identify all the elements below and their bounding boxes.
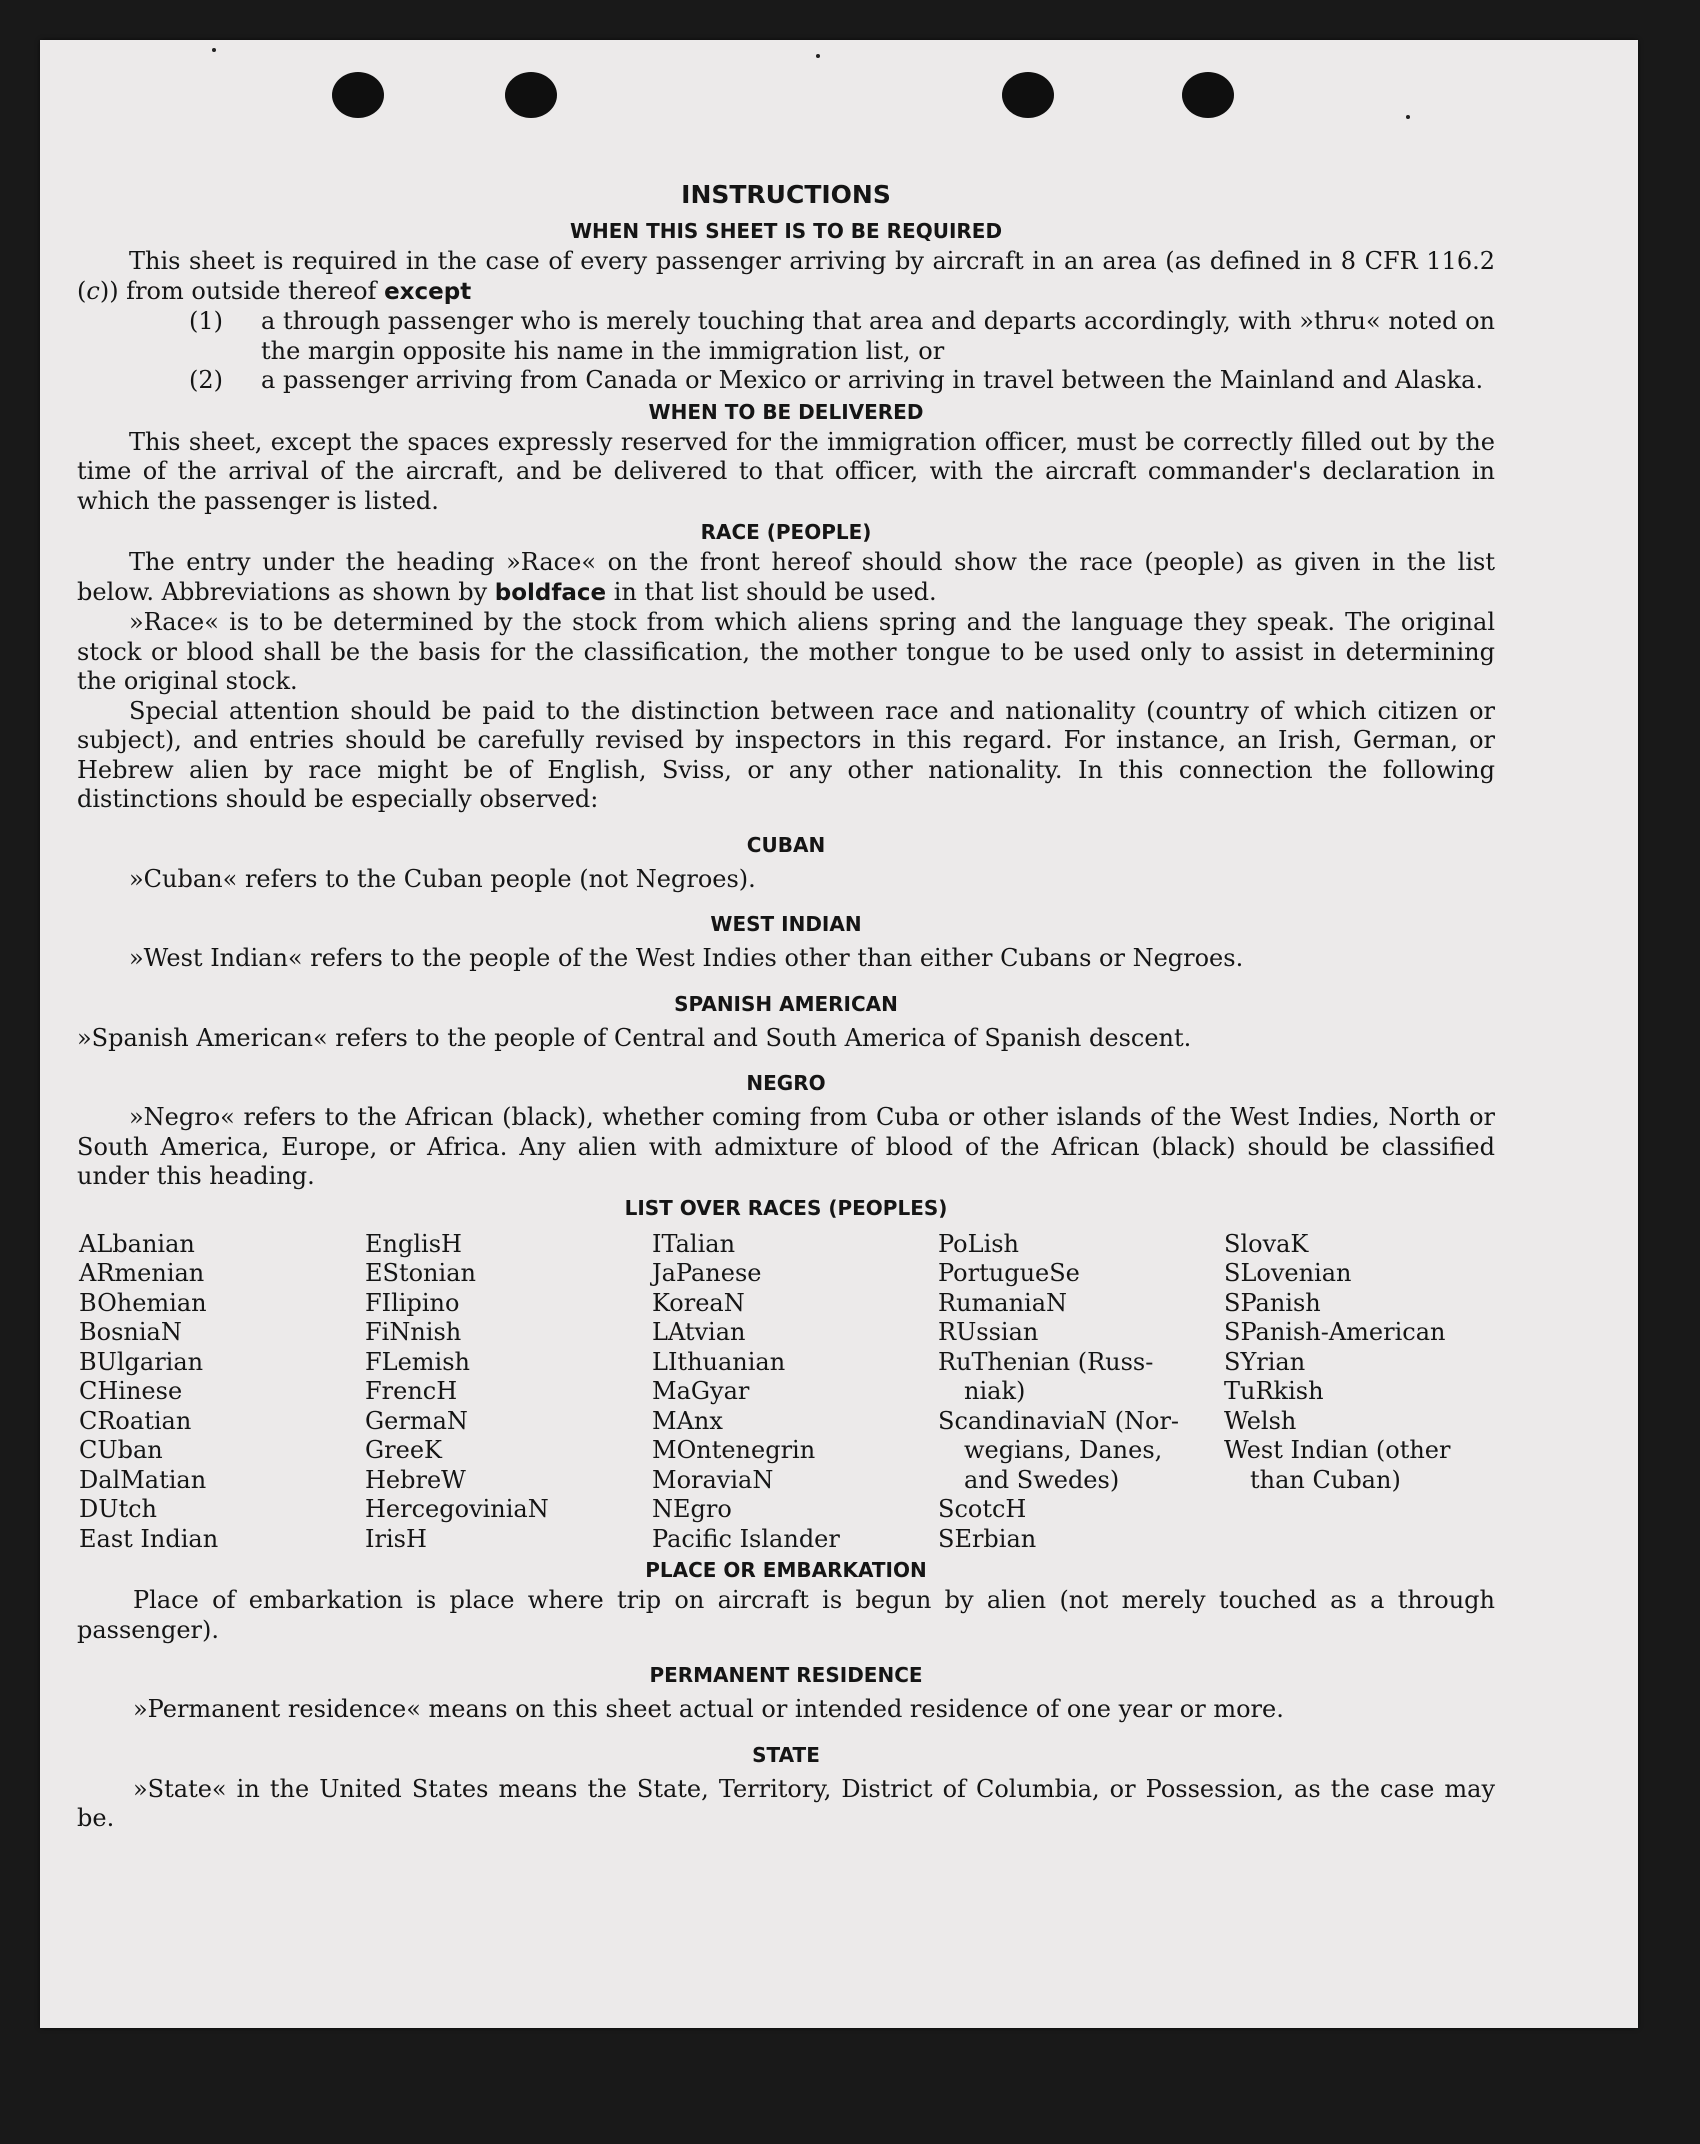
embarkation-text: Place of embarkation is place where trip on aircraft is begun by alien (not merely touched as a through passenger). — [77, 1586, 1495, 1644]
race-entry: HebreW — [365, 1465, 466, 1494]
race-entry: GreeK — [365, 1436, 442, 1464]
race-entry: SYrian — [1224, 1347, 1306, 1376]
heading-embarkation: PLACE OR EMBARKATION — [645, 1558, 927, 1582]
heading-west-indian: WEST INDIAN — [710, 912, 862, 936]
heading-cuban: CUBAN — [746, 832, 826, 857]
race-entry: SPanish — [1224, 1288, 1321, 1317]
races-column-5 — [1224, 1230, 1497, 1555]
race-entry: ScotcH — [938, 1495, 1027, 1523]
race-entry: IrisH — [365, 1524, 427, 1553]
race-entry: DalMatian — [79, 1465, 207, 1494]
heading-delivered: WHEN TO BE DELIVERED — [648, 399, 924, 424]
race-entry: Pacific Islander — [652, 1524, 840, 1553]
races-table — [79, 1230, 1495, 1555]
race-entry: SlovaK — [1224, 1229, 1309, 1258]
race-entry: FrencH — [365, 1377, 458, 1405]
race-paragraph-2: »Race« is to be determined by the stock from which aliens spring and the language they speak. The original stock or blood shall be the basis for the classification, the mother tongue to be used only to assist in determining the original stock. — [77, 608, 1495, 695]
race-entry: PortugueSe — [938, 1259, 1080, 1287]
race-entry: ITalian — [652, 1229, 736, 1258]
race-entry: MOntenegrin — [652, 1436, 816, 1464]
delivered-text: This sheet, except the spaces expressly reserved for the immigration officer, must be correctly filled out by the time of the arrival of the aircraft, and be delivered to that officer, with the aircraft commander's declaration in which the passenger is listed. — [77, 427, 1495, 515]
heading-required: WHEN THIS SHEET IS TO BE REQUIRED — [569, 219, 1003, 243]
race-entry: TuRkish — [1224, 1377, 1324, 1405]
race-entry: PoLish — [938, 1229, 1020, 1258]
required-intro: This sheet is required in the case of every passenger arriving by aircraft in an area (as defined in 8 CFR 116.2 (c)) from outside thereof except — [77, 247, 1495, 305]
race-entry: GermaN — [365, 1406, 468, 1435]
heading-races-list: LIST OVER RACES (PEOPLES) — [624, 1195, 948, 1220]
except-emphasis: except — [384, 278, 472, 305]
exception-item-2: (2) a passenger arriving from Canada or Mexico or arriving in travel between the Mainland and Alaska. — [189, 366, 1484, 394]
race-entry: SLovenian — [1224, 1259, 1352, 1287]
scan-speck — [1406, 115, 1410, 119]
race-entry: East Indian — [79, 1524, 219, 1553]
section-race — [77, 516, 1495, 815]
section-spanish-american — [77, 984, 1495, 1054]
race-entry: FLemish — [365, 1347, 470, 1376]
instructions-content — [77, 175, 1495, 1834]
race-entry: ScandinaviaN (Nor- wegians, Danes, and Swedes) — [938, 1406, 1180, 1494]
race-entry: EStonian — [365, 1259, 476, 1287]
race-entry: FIlipino — [365, 1288, 460, 1317]
residence-text: »Permanent residence« means on this sheet actual or intended residence of one year or more. — [133, 1695, 1284, 1723]
race-entry: ARmenian — [79, 1259, 205, 1287]
exception-item-1: (1) a through passenger who is merely touching that area and departs accordingly, with »thru« noted on the margin opposite his name in the immigration list, or — [189, 307, 1495, 365]
page-title: INSTRUCTIONS — [681, 180, 891, 209]
race-entry: DUtch — [79, 1495, 158, 1523]
race-entry: LIthuanian — [652, 1347, 786, 1376]
heading-residence: PERMANENT RESIDENCE — [649, 1663, 923, 1687]
races-column-1 — [79, 1230, 365, 1555]
race-entry: BUlgarian — [79, 1347, 204, 1376]
race-paragraph-1: The entry under the heading »Race« on the front hereof should show the race (people) as given in the list below. Abbreviations as shown by boldface in that list should be used. — [77, 548, 1495, 606]
races-column-3 — [652, 1230, 938, 1555]
heading-race: RACE (PEOPLE) — [700, 520, 872, 544]
race-entry: CRoatian — [79, 1406, 192, 1435]
race-entry: RumaniaN — [938, 1288, 1068, 1317]
negro-text: »Negro« refers to the African (black), whether coming from Cuba or other islands of the West Indies, North or South America, Europe, or Africa. Any alien with admixture of blood of the African (black) should be classified under this heading. — [77, 1103, 1495, 1190]
race-entry: RUssian — [938, 1318, 1039, 1346]
races-column-4 — [938, 1230, 1224, 1555]
race-entry: NEgro — [652, 1495, 732, 1523]
punch-hole — [505, 72, 557, 118]
race-entry: BosniaN — [79, 1318, 182, 1346]
race-entry: FiNnish — [365, 1318, 462, 1346]
race-entry: West Indian (other than Cuban) — [1224, 1436, 1451, 1494]
race-entry: LAtvian — [652, 1318, 746, 1346]
spanish-american-text: »Spanish American« refers to the people of Central and South America of Spanish descent. — [77, 1023, 1192, 1052]
scan-speck — [816, 54, 820, 58]
race-entry: Welsh — [1224, 1406, 1297, 1435]
section-negro — [77, 1063, 1495, 1192]
cuban-text: »Cuban« refers to the Cuban people (not Negroes). — [129, 864, 756, 893]
section-cuban — [77, 825, 1495, 895]
section-west-indian — [77, 904, 1495, 974]
heading-spanish-american: SPANISH AMERICAN — [674, 991, 898, 1016]
race-entry: MaGyar — [652, 1377, 750, 1405]
race-entry: MoraviaN — [652, 1465, 774, 1494]
race-entry: ALbanian — [79, 1229, 195, 1258]
section-delivered — [77, 396, 1495, 517]
section-residence — [77, 1655, 1495, 1725]
section-races-list — [77, 1192, 1495, 1555]
section-state — [77, 1735, 1495, 1834]
west-indian-text: »West Indian« refers to the people of the West Indies other than either Cubans or Negroes. — [129, 944, 1244, 972]
race-entry: CHinese — [79, 1377, 183, 1405]
race-entry: EnglisH — [365, 1229, 462, 1258]
punch-hole — [1182, 72, 1234, 118]
state-text: »State« in the United States means the State, Territory, District of Columbia, or Possession, as the case may be. — [77, 1774, 1495, 1832]
races-column-2 — [365, 1230, 652, 1555]
race-paragraph-3: Special attention should be paid to the distinction between race and nationality (country of which citizen or subject), and entries should be carefully revised by inspectors in this regard. For instance, an Irish, German, or Hebrew alien by race might be of English, Sviss, or any other nationality. In this connection the following distinctions should be especially observed: — [77, 696, 1495, 813]
punch-hole — [1002, 72, 1054, 118]
race-entry: KoreaN — [652, 1288, 745, 1317]
race-entry: JaPanese — [652, 1259, 762, 1287]
race-entry: CUban — [79, 1436, 163, 1464]
race-entry: MAnx — [652, 1406, 723, 1435]
heading-state: STATE — [752, 1742, 820, 1767]
section-embarkation — [77, 1554, 1495, 1645]
section-required — [77, 215, 1495, 396]
race-entry: HercegoviniaN — [365, 1495, 549, 1523]
scan-speck — [212, 48, 216, 52]
race-entry: SPanish-American — [1224, 1318, 1446, 1346]
race-entry: SErbian — [938, 1524, 1037, 1553]
punch-hole — [332, 72, 384, 118]
race-entry: RuThenian (Russ- niak) — [938, 1347, 1154, 1405]
race-entry: BOhemian — [79, 1288, 207, 1317]
heading-negro: NEGRO — [746, 1071, 826, 1095]
